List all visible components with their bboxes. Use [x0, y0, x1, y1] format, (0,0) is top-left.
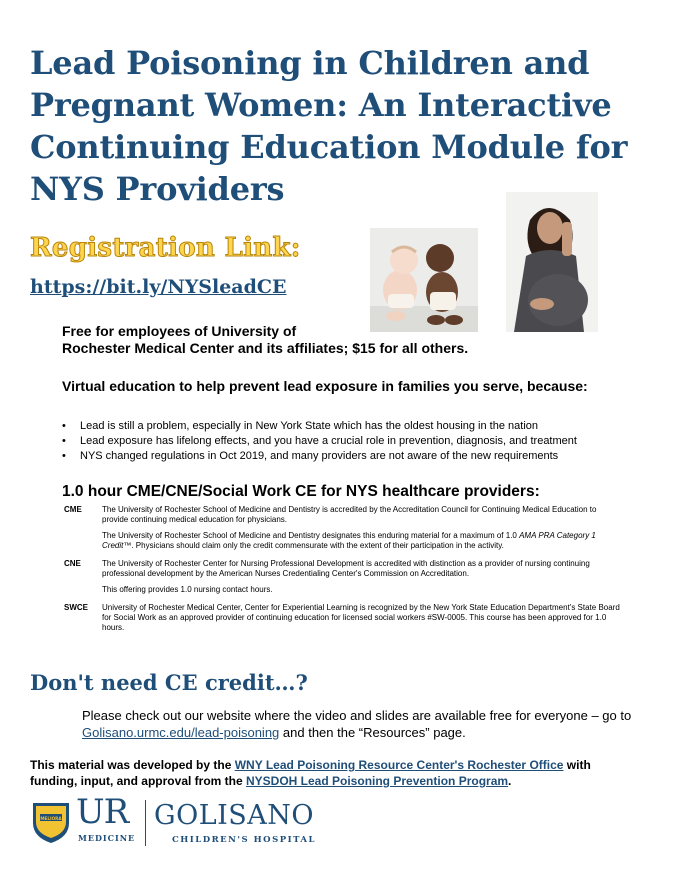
list-item: • Lead is still a problem, especially in New York State which has the oldest housing in the nation: [62, 419, 662, 434]
swce-paragraph-1: University of Rochester Medical Center, Center for Experiential Learning is recognized by the New York State Education Department's State Board for Social Work as an approved provider of continuing education for licensed social workers #SW-0005. This course has been approved for 1.0 hours.: [102, 603, 620, 632]
ur-shield-icon: [30, 800, 72, 844]
cne-code: CNE: [64, 559, 81, 568]
reasons-list: [62, 419, 662, 464]
ce-heading: 1.0 hour CME/CNE/Social Work CE for NYS healthcare providers:: [62, 483, 540, 500]
ur-logo-text: UR: [76, 792, 129, 832]
accreditation-section: [64, 505, 624, 639]
swce-block: [64, 603, 624, 639]
nysdoh-program-link[interactable]: NYSDOH Lead Poisoning Prevention Program: [246, 774, 509, 788]
dont-need-ce-heading: Don't need CE credit…?: [30, 670, 308, 695]
childrens-hospital-text: CHILDREN'S HOSPITAL: [172, 835, 317, 845]
babies-photo: [370, 228, 478, 332]
cne-block: [64, 559, 624, 601]
svg-text:MELIORA: MELIORA: [40, 815, 62, 821]
wny-resource-center-link[interactable]: WNY Lead Poisoning Resource Center's Rochester Office: [234, 758, 564, 772]
registration-link[interactable]: https://bit.ly/NYSleadCE: [30, 276, 287, 298]
list-item: • Lead exposure has lifelong effects, and you have a crucial role in prevention, diagnosis, and treatment: [62, 434, 662, 449]
swce-code: SWCE: [64, 603, 88, 612]
logo-divider: [145, 800, 146, 846]
page-title: Lead Poisoning in Children and Pregnant Women: An Interactive Continuing Education Module for NYS Providers: [30, 44, 628, 208]
why-heading: Virtual education to help prevent lead exposure in families you serve, because:: [62, 378, 588, 394]
golisano-logo-text: GOLISANO: [154, 800, 315, 831]
pregnant-woman-photo: [506, 192, 598, 332]
cme-code: CME: [64, 505, 82, 514]
cme-paragraph-1: The University of Rochester School of Medicine and Dentistry is accredited by the Accreditation Council for Continuing Medical Education to provide continuing medical education for physicians.: [102, 505, 597, 524]
pricing-line-1: Free for employees of University of: [62, 323, 297, 339]
cne-paragraph-1: The University of Rochester Center for Nursing Professional Development is accredited with distinction as a provider of nursing continuing professional development by the American Nurses Credentialing Center's Commission on Accreditation.: [102, 559, 590, 578]
ur-medicine-text: MEDICINE: [78, 833, 136, 843]
cme-paragraph-2: The University of Rochester School of Medicine and Dentistry designates this enduring material for a maximum of 1.0 AMA PRA Category 1 Credit™. Physicians should claim only the credit commensurate with the extent of their participation in the activity.: [102, 531, 596, 550]
cne-paragraph-2: This offering provides 1.0 nursing contact hours.: [102, 585, 273, 594]
pricing-line-2: Rochester Medical Center and its affiliates; $15 for all others.: [62, 340, 469, 356]
registration-label: Registration Link:: [30, 233, 301, 263]
website-info: Please check out our website where the video and slides are available free for everyone – go to Golisano.urmc.edu/lead-poisoning and then the “Resources” page.: [82, 708, 632, 740]
list-item: • NYS changed regulations in Oct 2019, and many providers are not aware of the new requirements: [62, 449, 662, 464]
cme-block: [64, 505, 624, 557]
golisano-website-link[interactable]: Golisano.urmc.edu/lead-poisoning: [82, 725, 280, 740]
pricing-intro: [62, 323, 542, 357]
footer-note: This material was developed by the WNY Lead Poisoning Resource Center's Rochester Office with funding, input, and approval from the NYSDOH Lead Poisoning Prevention Program.: [30, 758, 591, 788]
